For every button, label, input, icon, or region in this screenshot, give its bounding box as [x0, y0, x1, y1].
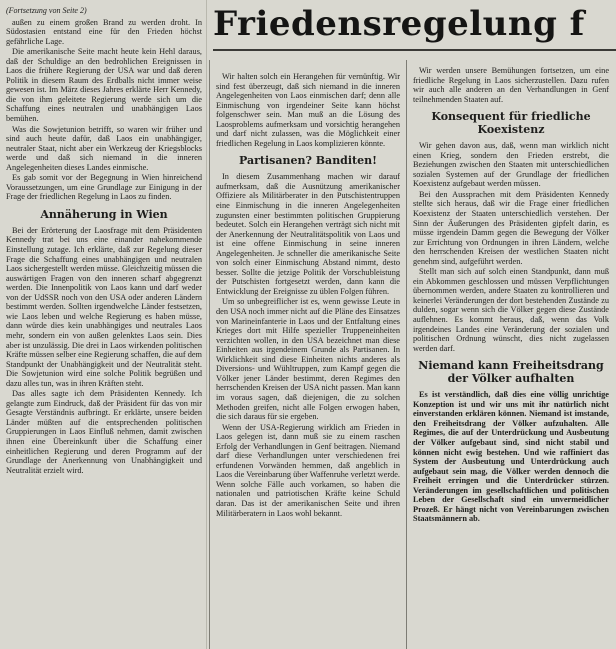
col3-paragraph: Bei den Aussprachen mit dem Präsidenten Kennedy stellte sich heraus, daß wir die Frage einer friedlichen Koexistenz der Staaten unterschiedlich verstehen. Der Sinn der Äußerungen des Präsidenten gipfelt darin, es müsse irgendein Damm gegen die Bewegung der Völker zur Errichtung von Ordnungen in ihren Ländern, welche den herrschenden Kreisen der westlichen Staaten nicht genehm sind, aufgeführt werden. [413, 189, 609, 266]
col1-paragraph: Es gab somit vor der Begegnung in Wien hinreichend Voraussetzungen, um eine Grundlage zur Einigung in der Frage der friedlichen Regelung in Laos zu finden. [6, 173, 202, 202]
col1-paragraph: außen zu einem großen Brand zu werden droht. In Südostasien entstand eine für den Frieden höchst gefährliche Lage. [6, 17, 202, 46]
col2-paragraph: In diesem Zusammenhang machen wir darauf aufmerksam, daß die Ausnützung amerikanischer Offiziere als Militärberater in den Putschistentruppen eine Einmischung in die inneren Angelegenheiten zugunsten einer bestimmten politischen Gruppierung bedeutet. Solch ein Herangehen verträgt sich nicht mit der Anerkennung der Neutralitätspolitik von Laos und ist eine offene Einmischung in seine inneren Angelegenheiten. Je schneller die amerikanische Seite von solch einer Einmischung Abstand nimmt, desto besser. Sollte die jetzige Politik der Vorschubleistung der Putschisten fortgesetzt werden, dann kann die Entwicklung der Ereignisse zu üblen Folgen führen. [216, 172, 400, 296]
subheading-koexistenz: Konsequent für friedliche Koexistenz [431, 110, 591, 137]
col1-paragraph: Was die Sowjetunion betrifft, so waren wir früher und sind auch heute dafür, daß Laos ein unabhängiger, neutraler Staat, nicht aber ein Werkzeug der Kriegsblocks werde und daß sich niemand in die inneren Angelegenheiten dieses Landes einmische. [6, 124, 202, 172]
column-separator-1 [209, 60, 210, 649]
col3-paragraph: Stellt man sich auf solch einen Standpunkt, dann muß ein Abkommen geschlossen und müssen Verpflichtungen übernommen werden, andere Staaten zu kontrollieren und keinerlei Veränderungen der dort bestehenden Zustände zu dulden, sogar wenn sich die Völker gegen diese Zustände auflehnen. Es kommt heraus, daß, wenn das Volk irgendeines Landes eine Veränderung der sozialen und politischen Ordnung wünscht, dies nicht zugelassen werden darf. [413, 267, 609, 353]
column-1 [6, 6, 202, 476]
subheading-partisanen: Partisanen? Banditen! [239, 154, 377, 168]
col3-paragraph: Wir gehen davon aus, daß, wenn man wirklich nicht einen Krieg, sondern den Frieden erstrebt, die Beziehungen zwischen den Staaten mit unterschiedlichen sozialen Systemen auf der Grundlage der friedlichen Koexistenz aufgebaut werden müssen. [413, 141, 609, 189]
column-3 [413, 66, 609, 525]
col2-paragraph: Um so unbegreiflicher ist es, wenn gewisse Leute in den USA noch immer nicht auf die Pläne des Einsatzes von Marineinfanterie in Laos und der Entfaltung eines Krieges dort mit Hilfe spezieller Truppeneinheiten verzichten wollen, in den USA bezeichnet man diese Einheiten aus irgendeinem Grunde als Partisanen. In Wirklichkeit sind diese Einheiten nichts anderes als Diversions- und Wühltruppen, zum Kampf gegen die Völker jener Länder bestimmt, deren Regimes den herrschenden Kreisen der USA nicht passen. Man kann im voraus sagen, daß diejenigen, die zu solchen Methoden greifen, nicht alle Folgen erwogen haben, die sich daraus für sie ergeben. [216, 297, 400, 422]
subheading-freiheitsdrang: Niemand kann Freiheitsdrang der Völker aufhalten [418, 359, 604, 386]
col3-paragraph: Wir werden unsere Bemühungen fortsetzen, um eine friedliche Regelung in Laos sicherzustellen. Dazu rufen wir auch alle anderen an den Verhandlungen in Genf teilnehmenden Staaten auf. [413, 66, 609, 104]
col2-paragraph: Wir halten solch ein Herangehen für vernünftig. Wir sind fest überzeugt, daß sich niemand in die inneren Angelegenheiten von Laos einmischen darf; denn alle Einmischung von irgendeiner Seite kann höchst folgenschwer sein. Man muß an die Lösung des Laosproblems aufmerksam und vorsichtig herangehen und darf nicht zulassen, was die Möglichkeit einer friedlichen Regelung in Laos komplizieren könnte. [216, 72, 400, 148]
column-2 [216, 72, 400, 519]
continuation-note: (Fortsetzung von Seite 2) [6, 6, 87, 15]
col1-paragraph: Das alles sagte ich dem Präsidenten Kennedy. Ich gelangte zum Eindruck, daß der Präsident für das von mir Gesagte Verständnis aufbringt. Er erklärte, unsere beiden Länder müßten auf die entsprechenden politischen Gruppierungen in Laos Einfluß nehmen, damit zwischen ihnen eine Übereinkunft über die Schaffung einer einheitlichen Regierung und deren Programm auf der Grundlage der Anerkennung von Unabhängigkeit und Neutralität erzielt wird. [6, 389, 202, 475]
col1-paragraph: Die amerikanische Seite macht heute kein Hehl daraus, daß der Schuldige an den bedrohlichen Ereignissen in Laos die frühere Regierung der USA war und daß deren Politik in diesem Raum des Erdballs nicht immer weise gewesen ist. Im März dieses Jahres erklärte Herr Kennedy, die von ihm geleitete Regierung werde sich um die Schaffung eines neutralen und unabhängigen Laos bemühen. [6, 47, 202, 124]
paper-fold [206, 0, 207, 649]
page-headline: Friedensregelung f [213, 4, 585, 44]
col2-paragraph: Wenn der USA-Regierung wirklich am Frieden in Laos gelegen ist, dann muß sie zu einem raschen Erfolg der Verhandlungen in Genf beitragen. Niemand darf diese Verhandlungen unter verschiedenen frei erfundenen Vorwänden hemmen, daß angeblich in Laos die Vereinbarung über Waffenruhe verletzt werde. Wenn solche Fälle auch vorkamen, so haben die nationalen und patriotischen Kräfte keine Schuld daran. Das ist der amerikanischen Seite und ihren Militärberatern in Laos wohl bekannt. [216, 422, 400, 518]
column-separator-2 [406, 60, 407, 649]
headline-rule [213, 49, 616, 51]
col3-paragraph: Es ist verständlich, daß dies eine völlig unrichtige Konzeption ist und wir uns mit ihr natürlich nicht einverstanden erklären können. Niemand ist imstande, den Freiheitsdrang der Völker aufzuhalten. Alle Regimes, die auf der Unterdrückung und Ausbeutung der Völker aufgebaut sind, sind nicht stabil und können nicht ewig bestehen. Und wie raffiniert das System der Ausbeutung und Unterdrückung auch aufgebaut sein mag, die Völker werden dennoch die Freiheit erringen und die Unterdrücker stürzen. Veränderungen im gesellschaftlichen und politischen Leben der Gesellschaft sind ein unvermeidlicher Prozeß. Er hängt nicht von Vereinbarungen zwischen Staatsmännern ab. [413, 390, 609, 524]
subheading-annaeherung: Annäherung in Wien [40, 207, 168, 221]
col1-paragraph: Bei der Erörterung der Laosfrage mit dem Präsidenten Kennedy trat bei uns eine einander nahekommende Einstellung zutage. Ich erklärte, daß zur Regelung dieser Frage die Schaffung eines unabhängigen und neutralen Laos sichergestellt werden müsse. Gleichzeitig müssen die auswärtigen Fragen von den inneren scharf abgegrenzt werden. Die Innenpolitik von Laos kann und darf weder von der UdSSR noch von den USA oder anderen Ländern bestimmt werden. Sollten irgendwelche Länder festsetzen, wie Laos leben und welche Regierung es haben müsse, dann würde dies kein unabhängiges und neutrales Laos mehr, sondern ein von außen gelenktes Laos sein. Dies aber ist unzulässig. Die drei in Laos wirkenden politischen Kräfte müssen selber eine Regierung schaffen, die auf dem Standpunkt der Unabhängigkeit und der Neutralität steht. Die Sowjetunion wird eine solche Politik begrüßen und dazu alles tun, was in ihren Kräften steht. [6, 225, 202, 388]
